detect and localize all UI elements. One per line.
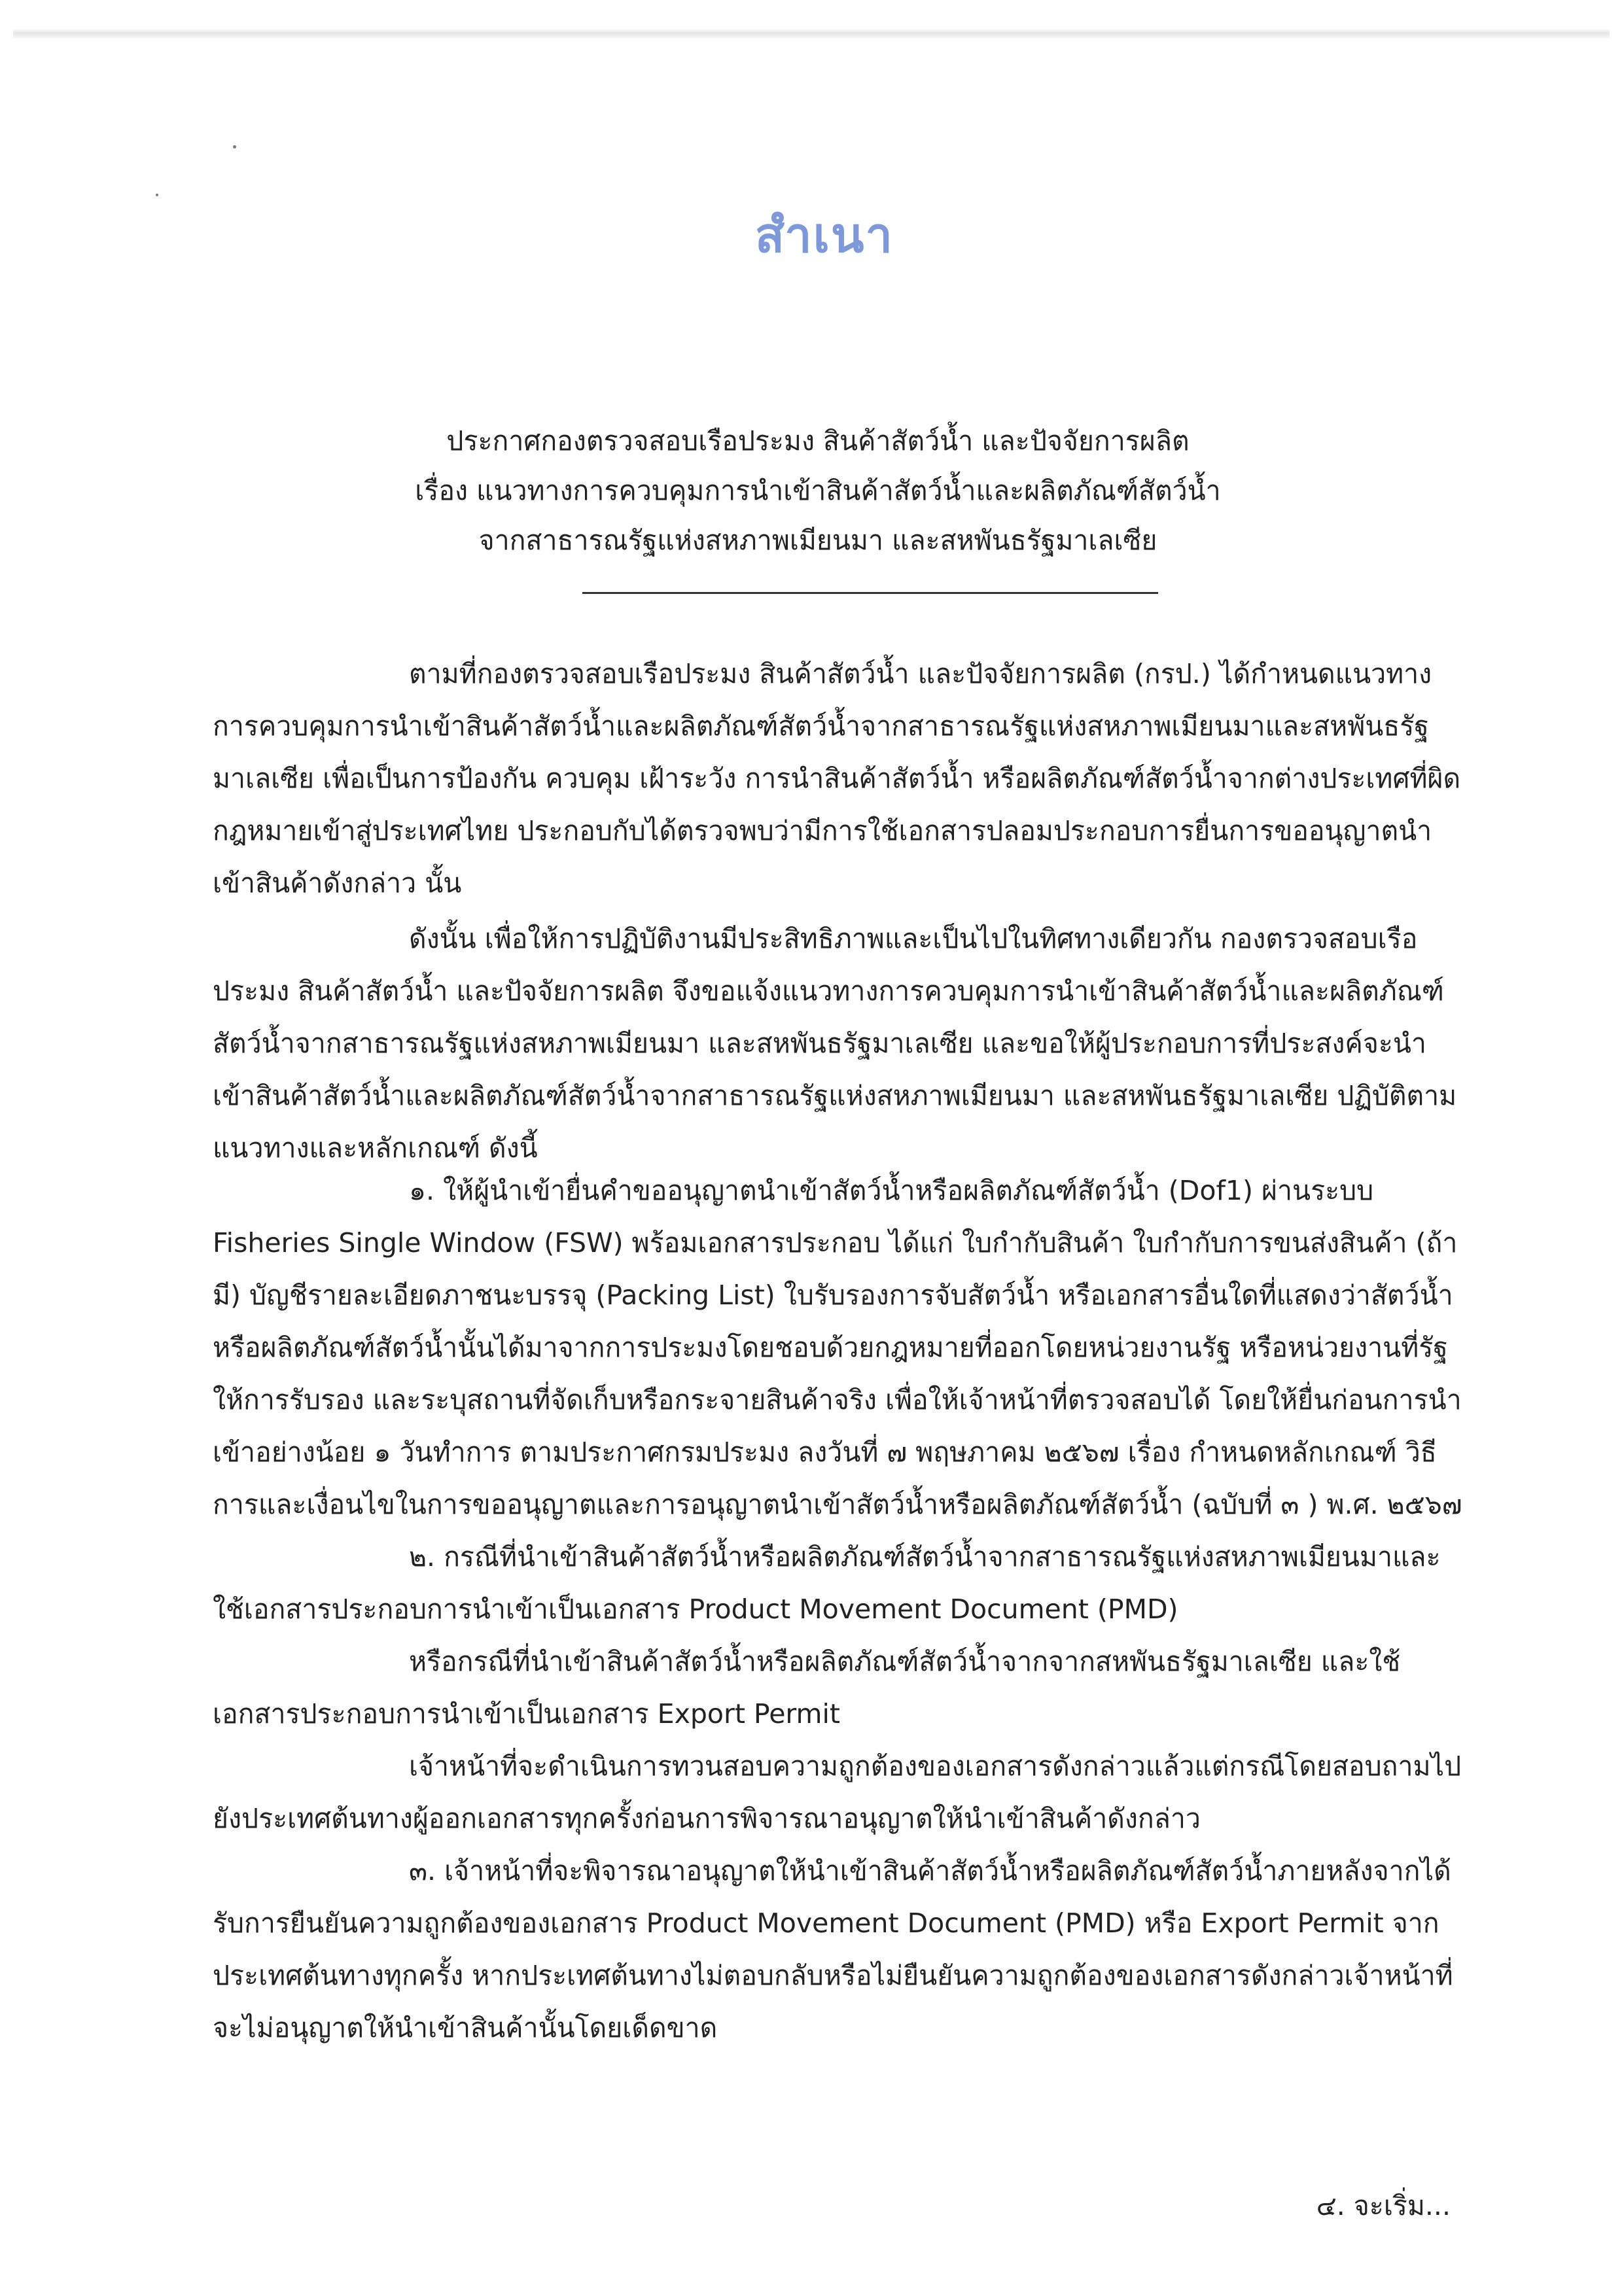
page-continuation: ๔. จะเริ่ม...	[1316, 2190, 1451, 2221]
guideline-list	[213, 1164, 1462, 2054]
body-paragraph-1: ตามที่กองตรวจสอบเรือประมง สินค้าสัตว์น้ำ และปัจจัยการผลิต (กรป.) ได้กำหนดแนวทางการควบคุมการนำเข้าสินค้าสัตว์น้ำและผลิตภัณฑ์สัตว์น้ำจากสาธารณรัฐแห่งสหภาพเมียนมาและสหพันธรัฐมาเลเซีย เพื่อเป็นการป้องกัน ควบคุม เฝ้าระวัง การนำสินค้าสัตว์น้ำ หรือผลิตภัณฑ์สัตว์น้ำจากต่างประเทศที่ผิดกฎหมายเข้าสู่ประเทศไทย ประกอบกับได้ตรวจพบว่ามีการใช้เอกสารปลอมประกอบการยื่นการขออนุญาตนำเข้าสินค้าดังกล่าว นั้น	[213, 658, 1461, 899]
header-line-1: ประกาศกองตรวจสอบเรือประมง สินค้าสัตว์น้ำ และปัจจัยการผลิต	[446, 425, 1190, 457]
guideline-item-3: ๓. เจ้าหน้าที่จะพิจารณาอนุญาตให้นำเข้าสินค้าสัตว์น้ำหรือผลิตภัณฑ์สัตว์น้ำภายหลังจากได้รับการยืนยันความถูกต้องของเอกสาร Product Movement Document (PMD) หรือ Export Permit จากประเทศต้นทางทุกครั้ง หากประเทศต้นทางไม่ตอบกลับหรือไม่ยืนยันความถูกต้องของเอกสารดังกล่าวเจ้าหน้าที่จะไม่อนุญาตให้นำเข้าสินค้านั้นโดยเด็ดขาด	[213, 1855, 1453, 2044]
announcement-header	[196, 416, 1439, 565]
header-divider	[582, 592, 1158, 594]
header-line-2: เรื่อง แนวทางการควบคุมการนำเข้าสินค้าสัตว์น้ำและผลิตภัณฑ์สัตว์น้ำ	[415, 475, 1221, 506]
scan-speck	[233, 145, 236, 148]
guideline-item-2: ๒. กรณีที่นำเข้าสินค้าสัตว์น้ำหรือผลิตภัณฑ์สัตว์น้ำจากสาธารณรัฐแห่งสหภาพเมียนมาและใช้เอกสารประกอบการนำเข้าเป็นเอกสาร Product Movement Document (PMD)	[213, 1541, 1441, 1625]
scan-top-edge	[13, 29, 1610, 38]
guideline-item-2-verification: เจ้าหน้าที่จะดำเนินการทวนสอบความถูกต้องของเอกสารดังกล่าวแล้วแต่กรณีโดยสอบถามไปยังประเทศต้นทางผู้ออกเอกสารทุกครั้งก่อนการพิจารณาอนุญาตให้นำเข้าสินค้าดังกล่าว	[213, 1750, 1462, 1834]
body-paragraph-2: ดังนั้น เพื่อให้การปฏิบัติงานมีประสิทธิภาพและเป็นไปในทิศทางเดียวกัน กองตรวจสอบเรือประมง สินค้าสัตว์น้ำ และปัจจัยการผลิต จึงขอแจ้งแนวทางการควบคุมการนำเข้าสินค้าสัตว์น้ำและผลิตภัณฑ์สัตว์น้ำจากสาธารณรัฐแห่งสหภาพเมียนมา และสหพันธรัฐมาเลเซีย และขอให้ผู้ประกอบการที่ประสงค์จะนำเข้าสินค้าสัตว์น้ำและผลิตภัณฑ์สัตว์น้ำจากสาธารณรัฐแห่งสหภาพเมียนมา และสหพันธรัฐมาเลเซีย ปฏิบัติตามแนวทางและหลักเกณฑ์ ดังนี้	[213, 923, 1457, 1164]
scan-speck	[156, 194, 158, 196]
header-line-3: จากสาธารณรัฐแห่งสหภาพเมียนมา และสหพันธรัฐมาเลเซีย	[478, 525, 1157, 556]
guideline-item-2-alt: หรือกรณีที่นำเข้าสินค้าสัตว์น้ำหรือผลิตภัณฑ์สัตว์น้ำจากจากสหพันธรัฐมาเลเซีย และใช้เอกสารประกอบการนำเข้าเป็นเอกสาร Export Permit	[213, 1646, 1401, 1730]
guideline-item-1: ๑. ให้ผู้นำเข้ายื่นคำขออนุญาตนำเข้าสัตว์น้ำหรือผลิตภัณฑ์สัตว์น้ำ (Dof1) ผ่านระบบ Fisheries Single Window (FSW) พร้อมเอกสารประกอบ ได้แก่ ใบกำกับสินค้า ใบกำกับการขนส่งสินค้า (ถ้ามี) บัญชีรายละเอียดภาชนะบรรจุ (Packing List) ใบรับรองการจับสัตว์น้ำ หรือเอกสารอื่นใดที่แสดงว่าสัตว์น้ำหรือผลิตภัณฑ์สัตว์น้ำนั้นได้มาจากการประมงโดยชอบด้วยกฎหมายที่ออกโดยหน่วยงานรัฐ หรือหน่วยงานที่รัฐให้การรับรอง และระบุสถานที่จัดเก็บหรือกระจายสินค้าจริง เพื่อให้เจ้าหน้าที่ตรวจสอบได้ โดยให้ยื่นก่อนการนำเข้าอย่างน้อย ๑ วันทำการ ตามประกาศกรมประมง ลงวันที่ ๗ พฤษภาคม ๒๕๖๗ เรื่อง กำหนดหลักเกณฑ์ วิธีการและเงื่อนไขในการขออนุญาตและการอนุญาตนำเข้าสัตว์น้ำหรือผลิตภัณฑ์สัตว์น้ำ (ฉบับที่ ๓ ) พ.ศ. ๒๕๖๗	[213, 1175, 1462, 1520]
copy-stamp: สำเนา	[754, 207, 894, 264]
